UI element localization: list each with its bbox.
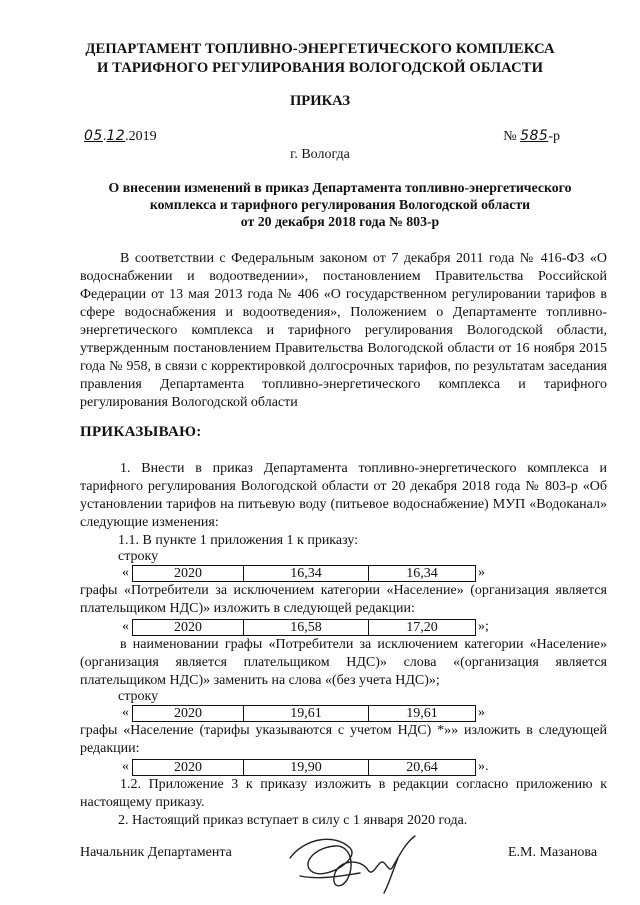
tariff-table-2 xyxy=(132,619,476,636)
table-4-year: 2020 xyxy=(133,760,244,776)
document-type: ПРИКАЗ xyxy=(289,93,351,109)
org-line-2: И ТАРИФНОГО РЕГУЛИРОВАНИЯ ВОЛОГОДСКОЙ ОБЛАСТИ xyxy=(96,60,544,76)
table-2-year: 2020 xyxy=(133,620,244,636)
item-1-paragraph: 1. Внести в приказ Департамента топливно-энергетического комплекса и тарифного регулирования Вологодской области от 20 декабря 2018 года № 803-р «Об установлении тарифов на питьевую воду (питьевое водоснабжение) МУП «Водоканал» следующие изменения: xyxy=(80,461,607,530)
preamble-paragraph: В соответствии с Федеральным законом от 7 декабря 2011 года № 416-ФЗ «О водоснабжении и водоотведении», постановлением Правительства Российской Федерации от 13 мая 2013 года № 406 «О государственном регулировании тарифов в сфере водоснабжения и водоотведения», Положением о Департаменте топливно-энергетического комплекса и тарифного регулирования Вологодской области, утвержденным постановлением Правительства Вологодской области от 16 ноября 2015 года № 958, в связи с корректировкой долгосрочных тарифов, по результатам заседания правления Департамента топливно-энергетического комплекса и тарифного регулирования Вологодской области xyxy=(80,251,607,410)
signatory-name: Е.М. Мазанова xyxy=(508,845,598,860)
date-day: 05 xyxy=(84,128,103,144)
open-quote-1: « xyxy=(122,565,129,580)
table-3-year: 2020 xyxy=(133,706,244,722)
number-prefix: № xyxy=(503,129,517,144)
subject-line-3: от 20 декабря 2018 года № 803-р xyxy=(240,214,440,229)
table-1-value-2: 16,34 xyxy=(369,566,476,582)
number-suffix: -р xyxy=(548,129,560,144)
table-3-value-1: 19,61 xyxy=(244,706,369,722)
number-value: 585 xyxy=(520,128,549,144)
organization-header xyxy=(0,40,640,78)
subject-line-2: комплекса и тарифного регулирования Вологодской области xyxy=(149,197,531,212)
date-month: 12 xyxy=(106,128,126,144)
close-quote-2: »; xyxy=(478,619,489,634)
table-2-value-1: 16,58 xyxy=(244,620,369,636)
table-4-value-1: 19,90 xyxy=(244,760,369,776)
close-quote-1: » xyxy=(478,565,485,580)
document-subject xyxy=(80,179,600,230)
table-1-value-1: 16,34 xyxy=(244,566,369,582)
table-4-value-2: 20,64 xyxy=(369,760,476,776)
row-label-1: строку xyxy=(118,549,159,564)
open-quote-2: « xyxy=(122,619,129,634)
item-1-1: 1.1. В пункте 1 приложения 1 к приказу: xyxy=(118,533,359,548)
document-number xyxy=(503,128,560,145)
open-quote-3: « xyxy=(122,705,129,720)
date-year: .2019 xyxy=(125,129,157,144)
item-2: 2. Настоящий приказ вступает в силу с 1 января 2020 года. xyxy=(118,813,468,828)
tariff-table-1 xyxy=(132,565,476,582)
rename-paragraph: в наименовании графы «Потребители за исключением категории «Население» (организация является плательщиком НДС)» слова «(организация является плательщиком НДС)» заменить на слова «(без учета НДС)»; xyxy=(80,637,607,688)
order-word: ПРИКАЗЫВАЮ: xyxy=(80,424,202,440)
row-label-2: строку xyxy=(118,689,159,704)
org-line-1: ДЕПАРТАМЕНТ ТОПЛИВНО-ЭНЕРГЕТИЧЕСКОГО КОМПЛЕКСА xyxy=(85,41,555,57)
subject-line-1: О внесении изменений в приказ Департамента топливно-энергетического xyxy=(108,180,572,195)
handwritten-signature xyxy=(280,828,430,896)
close-quote-4: ». xyxy=(478,759,489,774)
graph-1-paragraph: графы «Потребители за исключением категории «Население» (организация является плательщиком НДС)» изложить в следующей редакции: xyxy=(80,583,607,616)
close-quote-3: » xyxy=(478,705,485,720)
table-2-value-2: 17,20 xyxy=(369,620,476,636)
graph-2-paragraph: графы «Население (тарифы указываются с учетом НДС) *»» изложить в следующей редакции: xyxy=(80,723,607,756)
open-quote-4: « xyxy=(122,759,129,774)
table-1-year: 2020 xyxy=(133,566,244,582)
city: г. Вологда xyxy=(290,147,350,162)
item-1-2-paragraph: 1.2. Приложение 3 к приказу изложить в редакции согласно приложению к настоящему приказу. xyxy=(80,777,607,810)
signatory-position: Начальник Департамента xyxy=(80,845,232,860)
table-3-value-2: 19,61 xyxy=(369,706,476,722)
tariff-table-3 xyxy=(132,705,476,722)
document-date: 05.12.2019 xyxy=(84,128,157,144)
tariff-table-4 xyxy=(132,759,476,776)
